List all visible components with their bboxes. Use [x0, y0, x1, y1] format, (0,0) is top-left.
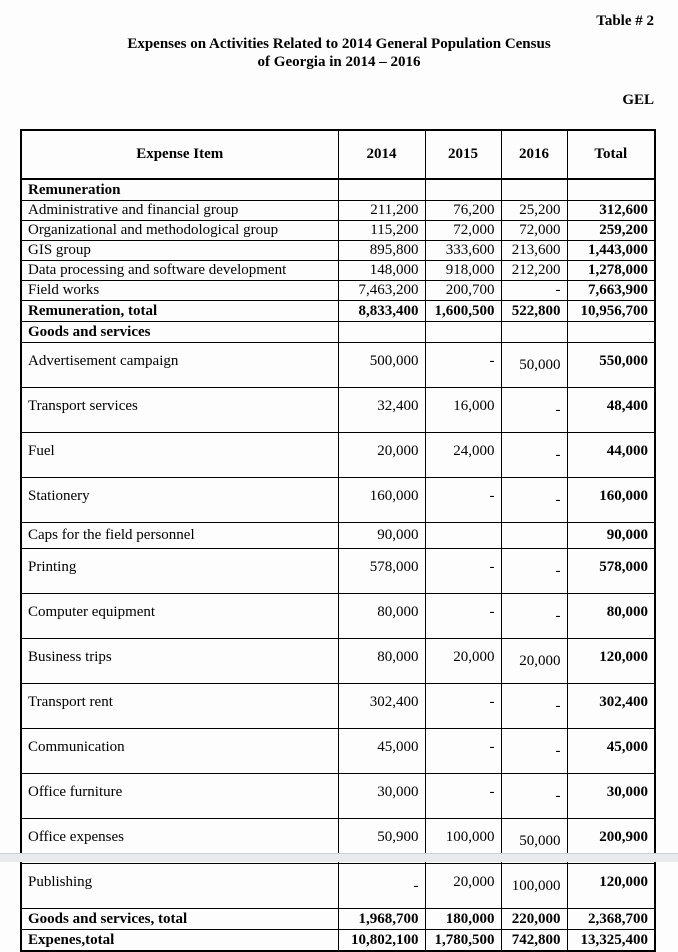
- cell-y2014: 20,000: [338, 433, 425, 478]
- table-row: [21, 201, 655, 221]
- table-row: [21, 523, 655, 549]
- cell-y2016: -: [501, 594, 567, 639]
- cell-y2014: 895,800: [338, 241, 425, 261]
- cell-y2016: 100,000: [501, 864, 567, 909]
- cell-y2014: [338, 322, 425, 343]
- cell-total: 45,000: [567, 729, 655, 774]
- cell-y2015: [425, 523, 501, 549]
- column-header-total: Total: [567, 130, 655, 179]
- cell-total: 120,000: [567, 639, 655, 684]
- cell-label: Stationery: [21, 478, 338, 523]
- cell-y2016: 50,000: [501, 343, 567, 388]
- cell-y2015: 76,200: [425, 201, 501, 221]
- cell-label: Goods and services, total: [21, 909, 338, 930]
- table-row: [21, 729, 655, 774]
- table-row: [21, 261, 655, 281]
- cell-y2014: 302,400: [338, 684, 425, 729]
- cell-y2016: -: [501, 729, 567, 774]
- table-row: [21, 549, 655, 594]
- cell-y2016: [501, 322, 567, 343]
- cell-y2016: -: [501, 774, 567, 819]
- cell-label: Communication: [21, 729, 338, 774]
- table-row: [21, 909, 655, 930]
- cell-y2015: -: [425, 478, 501, 523]
- cell-y2014: 1,968,700: [338, 909, 425, 930]
- table-row: [21, 774, 655, 819]
- cell-y2015: [425, 322, 501, 343]
- cell-label: Office furniture: [21, 774, 338, 819]
- cell-y2014: 30,000: [338, 774, 425, 819]
- cell-label: Caps for the field personnel: [21, 523, 338, 549]
- cell-y2016: 212,200: [501, 261, 567, 281]
- cell-label: Organizational and methodological group: [21, 221, 338, 241]
- cell-y2015: 180,000: [425, 909, 501, 930]
- table-number: Table # 2: [596, 13, 654, 29]
- cell-total: 48,400: [567, 388, 655, 433]
- table-row: [21, 639, 655, 684]
- cell-label: Printing: [21, 549, 338, 594]
- table-row: [21, 864, 655, 909]
- table-row: [21, 179, 655, 201]
- cell-y2015: 20,000: [425, 864, 501, 909]
- cell-y2014: [338, 179, 425, 201]
- cell-y2015: -: [425, 774, 501, 819]
- cell-y2016: 50,000: [501, 819, 567, 864]
- cell-y2016: 522,800: [501, 301, 567, 322]
- cell-total: 10,956,700: [567, 301, 655, 322]
- cell-total: 30,000: [567, 774, 655, 819]
- cell-y2014: 148,000: [338, 261, 425, 281]
- header-row: [21, 130, 655, 179]
- cell-label: Advertisement campaign: [21, 343, 338, 388]
- cell-label: Publishing: [21, 864, 338, 909]
- cell-y2015: 24,000: [425, 433, 501, 478]
- cell-total: 200,900: [567, 819, 655, 864]
- cell-y2015: -: [425, 549, 501, 594]
- cell-y2014: 8,833,400: [338, 301, 425, 322]
- cell-label: Fuel: [21, 433, 338, 478]
- cell-label: Data processing and software development: [21, 261, 338, 281]
- cell-total: 550,000: [567, 343, 655, 388]
- cell-label: Goods and services: [21, 322, 338, 343]
- cell-y2016: 220,000: [501, 909, 567, 930]
- column-header-y2014: 2014: [338, 130, 425, 179]
- cell-y2015: 72,000: [425, 221, 501, 241]
- cell-y2015: 20,000: [425, 639, 501, 684]
- cell-total: 13,325,400: [567, 930, 655, 952]
- table-header: [21, 130, 655, 179]
- cell-label: Transport rent: [21, 684, 338, 729]
- cell-y2014: 7,463,200: [338, 281, 425, 301]
- cell-y2014: 211,200: [338, 201, 425, 221]
- cell-y2016: -: [501, 433, 567, 478]
- cell-total: 2,368,700: [567, 909, 655, 930]
- cell-total: 1,443,000: [567, 241, 655, 261]
- cell-total: 80,000: [567, 594, 655, 639]
- cell-y2014: 500,000: [338, 343, 425, 388]
- table-body: [21, 179, 655, 951]
- column-header-y2015: 2015: [425, 130, 501, 179]
- cell-label: GIS group: [21, 241, 338, 261]
- cell-y2014: 32,400: [338, 388, 425, 433]
- cell-y2014: 578,000: [338, 549, 425, 594]
- cell-y2015: 1,600,500: [425, 301, 501, 322]
- cell-y2015: 100,000: [425, 819, 501, 864]
- cell-total: [567, 179, 655, 201]
- cell-label: Remuneration, total: [21, 301, 338, 322]
- table-row: [21, 281, 655, 301]
- cell-total: 578,000: [567, 549, 655, 594]
- cell-y2014: 90,000: [338, 523, 425, 549]
- cell-y2015: 1,780,500: [425, 930, 501, 952]
- cell-total: 120,000: [567, 864, 655, 909]
- table-row: [21, 388, 655, 433]
- column-header-label: Expense Item: [21, 130, 338, 179]
- cell-y2016: 213,600: [501, 241, 567, 261]
- table-row: [21, 322, 655, 343]
- expenses-table: [20, 129, 656, 952]
- cell-y2015: -: [425, 343, 501, 388]
- cell-label: Business trips: [21, 639, 338, 684]
- cell-y2015: 333,600: [425, 241, 501, 261]
- document-title-line1: Expenses on Activities Related to 2014 General Population Census: [127, 36, 551, 52]
- cell-y2016: [501, 179, 567, 201]
- cell-total: 1,278,000: [567, 261, 655, 281]
- cell-y2016: -: [501, 549, 567, 594]
- cell-label: Administrative and financial group: [21, 201, 338, 221]
- cell-label: Expenes,total: [21, 930, 338, 952]
- cell-total: 7,663,900: [567, 281, 655, 301]
- cell-y2014: 45,000: [338, 729, 425, 774]
- cell-total: [567, 322, 655, 343]
- cell-label: Transport services: [21, 388, 338, 433]
- cell-y2016: -: [501, 388, 567, 433]
- table-row: [21, 221, 655, 241]
- cell-y2016: 25,200: [501, 201, 567, 221]
- table-row: [21, 433, 655, 478]
- cell-y2016: -: [501, 281, 567, 301]
- cell-y2016: 72,000: [501, 221, 567, 241]
- cell-label: Remuneration: [21, 179, 338, 201]
- table-row: [21, 241, 655, 261]
- cell-y2015: -: [425, 729, 501, 774]
- cell-y2014: 160,000: [338, 478, 425, 523]
- cell-total: 312,600: [567, 201, 655, 221]
- cell-y2014: -: [338, 864, 425, 909]
- cell-y2014: 80,000: [338, 639, 425, 684]
- cell-total: 259,200: [567, 221, 655, 241]
- cell-y2016: 20,000: [501, 639, 567, 684]
- cell-y2014: 50,900: [338, 819, 425, 864]
- currency-label: GEL: [622, 92, 654, 108]
- cell-total: 44,000: [567, 433, 655, 478]
- cell-label: Office expenses: [21, 819, 338, 864]
- cell-y2014: 115,200: [338, 221, 425, 241]
- table-row: [21, 930, 655, 952]
- cell-y2015: -: [425, 594, 501, 639]
- table-row: [21, 301, 655, 322]
- cell-total: 302,400: [567, 684, 655, 729]
- cell-y2016: -: [501, 478, 567, 523]
- cell-y2016: -: [501, 684, 567, 729]
- cell-total: 160,000: [567, 478, 655, 523]
- table-row: [21, 594, 655, 639]
- cell-y2015: -: [425, 684, 501, 729]
- cell-total: 90,000: [567, 523, 655, 549]
- cell-y2015: 200,700: [425, 281, 501, 301]
- cell-label: Computer equipment: [21, 594, 338, 639]
- cell-label: Field works: [21, 281, 338, 301]
- cell-y2014: 10,802,100: [338, 930, 425, 952]
- cell-y2016: [501, 523, 567, 549]
- cell-y2015: 918,000: [425, 261, 501, 281]
- table-row: [21, 684, 655, 729]
- cell-y2015: [425, 179, 501, 201]
- column-header-y2016: 2016: [501, 130, 567, 179]
- cell-y2016: 742,800: [501, 930, 567, 952]
- document-title: [0, 35, 678, 71]
- table-row: [21, 343, 655, 388]
- document-title-line2: of Georgia in 2014 – 2016: [257, 54, 421, 70]
- table-row: [21, 478, 655, 523]
- cell-y2014: 80,000: [338, 594, 425, 639]
- cell-y2015: 16,000: [425, 388, 501, 433]
